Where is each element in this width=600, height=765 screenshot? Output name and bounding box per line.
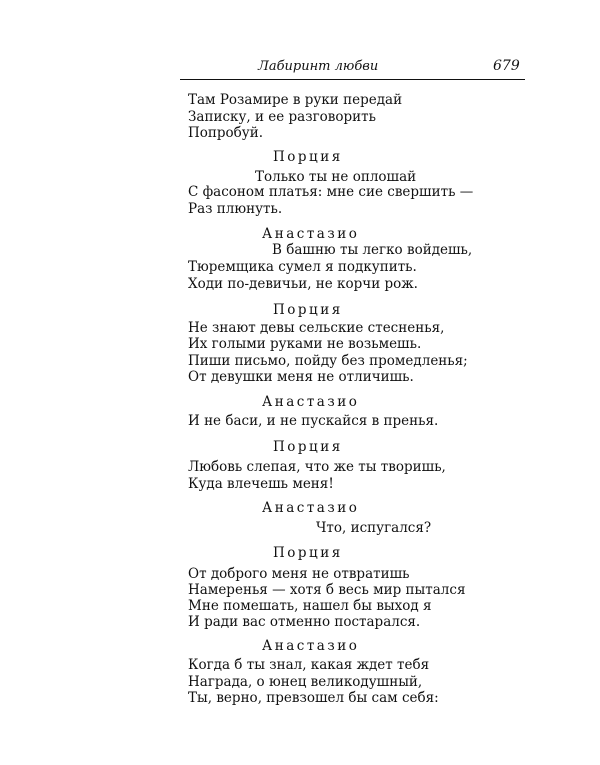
verse-line: Намеренья — хотя б весь мир пытался (188, 582, 466, 598)
speaker-name: Порция (273, 302, 343, 318)
speaker-name: Анастазио (262, 638, 360, 654)
verse-line: Куда влечешь меня! (188, 476, 334, 492)
verse-line: Не знают девы сельские стесненья, (188, 320, 445, 336)
verse-line: Ходи по-девичьи, не корчи рож. (188, 276, 418, 292)
verse-line: От девушки меня не отличишь. (188, 369, 414, 385)
verse-line: Только ты не оплошай (255, 169, 417, 185)
speaker-name: Анастазио (262, 394, 360, 410)
page-number: 679 (493, 58, 520, 74)
verse-line: С фасоном платья: мне сие свершить — (188, 184, 474, 200)
verse-line: Пиши письмо, пойду без промедленья; (188, 353, 468, 369)
verse-line: Раз плюнуть. (188, 201, 283, 217)
verse-line: Что, испугался? (316, 520, 432, 536)
verse-line: Их голыми руками не возьмешь. (188, 336, 422, 352)
verse-line: И не баси, и не пускайся в пренья. (188, 413, 439, 429)
verse-line: Мне помешать, нашел бы выход я (188, 598, 432, 614)
running-title: Лабиринт любви (258, 59, 379, 74)
verse-line: Награда, о юнец великодушный, (188, 674, 423, 690)
verse-line: Там Розамире в руки передай (188, 92, 403, 108)
verse-line: Тюремщика сумел я подкупить. (188, 259, 417, 275)
verse-line: Попробуй. (188, 125, 264, 141)
verse-line: Когда б ты знал, какая ждет тебя (188, 657, 430, 673)
verse-line: В башню ты легко войдешь, (272, 242, 473, 258)
header-rule (180, 79, 525, 80)
verse-line: От доброго меня не отвратишь (188, 566, 410, 582)
verse-line: Ты, верно, превзошел бы сам себя: (188, 690, 439, 706)
speaker-name: Анастазио (262, 500, 360, 516)
verse-line: Записку, и ее разговорить (188, 109, 376, 125)
speaker-name: Порция (273, 149, 343, 165)
speaker-name: Анастазио (262, 226, 360, 242)
verse-line: И ради вас отменно постарался. (188, 614, 421, 630)
verse-line: Любовь слепая, что же ты творишь, (188, 459, 446, 475)
speaker-name: Порция (273, 439, 343, 455)
speaker-name: Порция (273, 545, 343, 561)
